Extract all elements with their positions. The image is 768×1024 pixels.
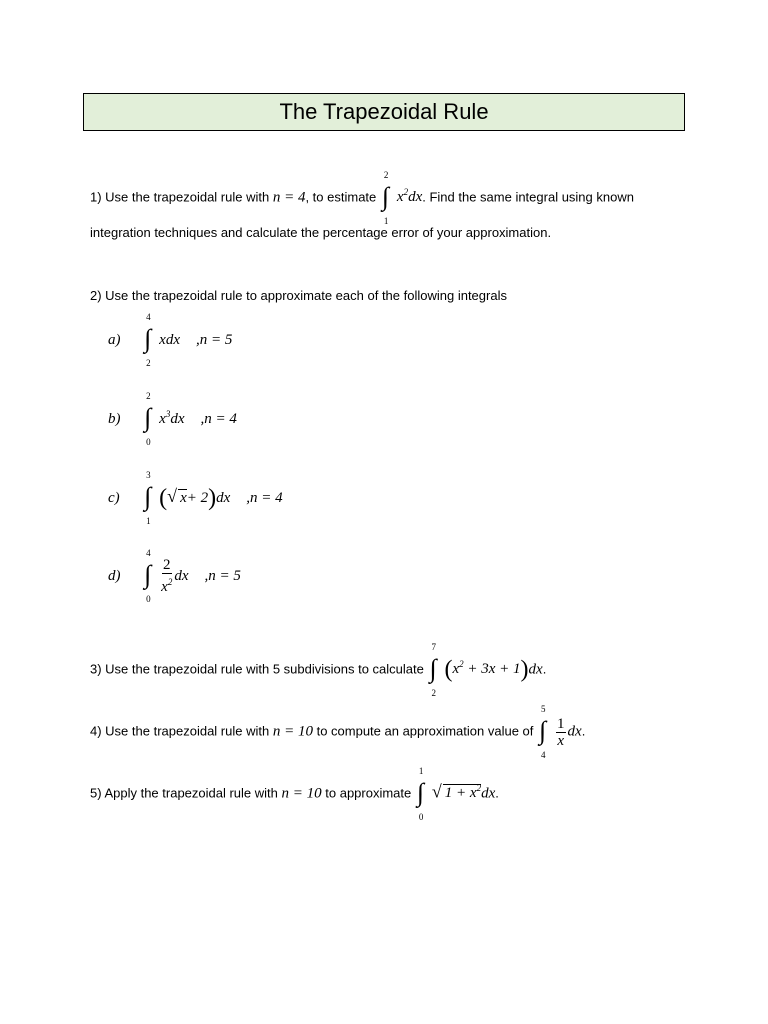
q2b-lower-limit: 0: [146, 437, 151, 447]
q5-text-b: to approximate: [325, 785, 412, 801]
q5-text-a: 5) Apply the trapezoidal rule with: [90, 785, 278, 801]
q1-upper-limit: 2: [383, 170, 389, 180]
integral-sign: 2 ∫ 0: [144, 391, 152, 447]
integral-sign: 4 ∫ 0: [144, 548, 152, 604]
q4-numerator: 1: [557, 715, 565, 732]
q3-rest: + 3x + 1: [467, 661, 521, 678]
q1-text-a: 1) Use the trapezoidal rule with: [90, 189, 270, 205]
q3-power: 2: [459, 659, 464, 670]
question-1-line-2: [90, 225, 551, 240]
q2b-upper-limit: 2: [146, 391, 151, 401]
q2b-power: 3: [165, 408, 171, 419]
question-4: [90, 704, 586, 760]
q1-dx: dx: [408, 189, 423, 206]
q1-integrand: x: [396, 189, 404, 206]
integral-sign: 7 ∫ 2: [429, 642, 437, 698]
q5-dx: dx: [481, 785, 496, 802]
q2-text: 2) Use the trapezoidal rule to approximate each of the following integrals: [90, 288, 507, 303]
q5-lower-limit: 0: [418, 812, 424, 822]
q2-item-d: [108, 548, 241, 604]
q5-n-value: n = 10: [281, 785, 322, 802]
q2a-n-value: ,n = 5: [196, 331, 233, 348]
q2d-dx: dx: [174, 567, 189, 584]
q2d-label: d): [108, 567, 121, 584]
q1-lower-limit: 1: [383, 216, 389, 226]
q2b-dx: dx: [170, 410, 185, 427]
q2c-label: c): [108, 489, 120, 506]
q2c-sqrt-arg: x: [180, 489, 187, 506]
q2a-lower-limit: 2: [146, 358, 151, 368]
q5-power: 2: [476, 783, 482, 794]
q1-text-c: . Find the same integral using known: [422, 189, 634, 205]
question-3: 3) Use the trapezoidal rule with 5 subdivisions to calculate 7 ∫ 2 $(x^2 + 3x + 1)dx$.: [90, 642, 547, 698]
q2c-n-value: ,n = 4: [246, 489, 283, 506]
q2a-upper-limit: 4: [146, 312, 151, 322]
integral-sign: 2 ∫ 1: [381, 170, 390, 226]
q3-x: x: [452, 661, 460, 678]
q2d-numerator: 2: [163, 557, 171, 573]
integral-sign: 4 ∫ 2: [144, 312, 152, 368]
q4-text-b: to compute an approximation value of: [316, 723, 534, 739]
q4-lower-limit: 4: [541, 750, 546, 760]
q5-upper-limit: 1: [418, 766, 424, 776]
integral-sign: 5 ∫ 4: [539, 704, 547, 760]
integral-sign: 3 ∫ 1: [144, 470, 152, 526]
q3-period: .: [542, 661, 547, 677]
q2-item-b: [108, 391, 237, 447]
q2d-fraction: [161, 557, 172, 595]
q4-period: .: [581, 723, 586, 739]
q4-dx: dx: [567, 723, 582, 740]
q3-dx: dx: [528, 661, 543, 678]
q1-text-line2: integration techniques and calculate the percentage error of your approximation.: [90, 225, 552, 240]
q2c-plus-term: + 2: [186, 489, 209, 506]
q4-text-a: 4) Use the trapezoidal rule with: [90, 723, 270, 739]
title-text: The Trapezoidal Rule: [279, 99, 489, 124]
q4-fraction: [556, 716, 566, 749]
q2b-n-value: ,n = 4: [200, 410, 237, 427]
q2d-power: 2: [167, 577, 173, 587]
q2a-integrand: xdx: [159, 331, 180, 348]
q2c-lower-limit: 1: [146, 516, 151, 526]
q2-item-c: c) 3 ∫ 1 (√ x+ 2)dx ,n = 4: [108, 470, 283, 526]
q3-upper-limit: 7: [431, 642, 436, 652]
worksheet-title: [83, 93, 685, 131]
q5-sqrt-arg: 1 + x: [444, 785, 477, 802]
question-2: [90, 288, 507, 303]
q4-upper-limit: 5: [541, 704, 546, 714]
integral-sign: 1 ∫ 0: [416, 766, 425, 822]
q2a-label: a): [108, 331, 121, 348]
question-5: 5) Apply the trapezoidal rule with n = 10 to approximate 1 ∫ 0 √ $1 + x^2dx$.: [90, 766, 499, 822]
q2b-integrand: x: [159, 410, 166, 427]
q4-denominator: x: [557, 732, 565, 749]
q5-period: .: [495, 785, 499, 801]
q1-power: 2: [403, 187, 409, 198]
question-1: [90, 170, 634, 226]
q2c-upper-limit: 3: [146, 470, 151, 480]
q1-n-value: n = 4: [272, 189, 306, 206]
q1-text-b: , to estimate: [305, 189, 377, 205]
q4-n-value: n = 10: [272, 723, 313, 740]
q2-item-a: [108, 312, 233, 368]
q3-lower-limit: 2: [431, 688, 436, 698]
q2b-label: b): [108, 410, 121, 427]
q2c-dx: dx: [216, 489, 231, 506]
q2d-n-value: ,n = 5: [204, 567, 241, 584]
q2d-lower-limit: 0: [146, 594, 151, 604]
q2d-denominator: x: [161, 579, 168, 595]
q3-text: 3) Use the trapezoidal rule with 5 subdivisions to calculate: [90, 661, 424, 677]
q2d-upper-limit: 4: [146, 548, 151, 558]
